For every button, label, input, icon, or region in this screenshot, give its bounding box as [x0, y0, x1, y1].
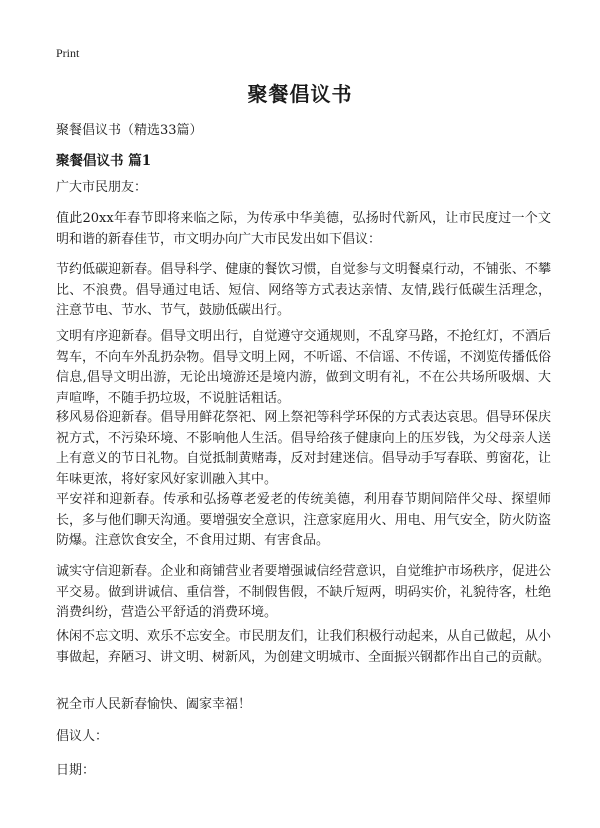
page-title: 聚餐倡议书	[247, 82, 353, 106]
section-heading: 聚餐倡议书 篇1	[56, 153, 152, 169]
print-link[interactable]: Print	[56, 46, 80, 60]
paragraph-low-carbon: 节约低碳迎新春。倡导科学、健康的餐饮习惯，自觉参与文明餐桌行动，不铺张、不攀比、不浪费。倡导通过电话、短信、网络等方式表达亲情、友情,践行低碳生活理念，注意节电、节水、节气，鼓励低碳出行。	[56, 262, 551, 318]
paragraph-civilized-order: 文明有序迎新春。倡导文明出行，自觉遵守交通规则，不乱穿马路，不抢红灯，不酒后驾车，不向车外乱扔杂物。倡导文明上网，不听谣、不信谣、不传谣，不浏览传播低俗信息,倡导文明出游，无论出境游还是境内游，做到文明有礼，不在公共场所吸烟、大声喧哗，不随手扔垃圾，不说脏话粗话。	[56, 329, 551, 406]
paragraph-call-to-action: 休闲不忘文明、欢乐不忘安全。市民朋友们，让我们积极行动起来，从自己做起，从小事做起，弃陋习、讲文明、树新风，为创建文明城市、全面振兴钢都作出自己的贡献。	[56, 629, 551, 665]
signatory-label: 倡议人：	[56, 729, 109, 744]
date-label: 日期：	[56, 763, 96, 778]
paragraph-safety: 平安祥和迎新春。传承和弘扬尊老爱老的传统美德，利用春节期间陪伴父母、探望师长，多与他们聊天沟通。要增强安全意识，注意家庭用火、用电、用气安全，防火防盗防爆。注意饮食安全，不食用过期、有害食品。	[56, 492, 551, 548]
document-subtitle: 聚餐倡议书（精选33篇）	[56, 123, 203, 138]
paragraph-customs: 移风易俗迎新春。倡导用鲜花祭祀、网上祭祀等科学环保的方式表达哀思。倡导环保庆祝方式，不污染环境、不影响他人生活。倡导给孩子健康向上的压岁钱，为父母亲人送上有意义的节日礼物。自觉抵制黄赌毒，反对封建迷信。倡导动手写春联、剪窗花，让年味更浓，将好家风好家训融入其中。	[56, 410, 551, 487]
greeting: 广大市民朋友：	[56, 180, 148, 195]
paragraph-integrity: 诚实守信迎新春。企业和商铺营业者要增强诚信经营意识，自觉维护市场秩序，促进公平交易。做到讲诚信、重信誉，不制假售假，不缺斤短两，明码实价，礼貌待客，杜绝消费纠纷，营造公平舒适的消费环境。	[56, 564, 551, 620]
closing-wish: 祝全市人民新春愉快、阖家幸福！	[56, 697, 252, 712]
paragraph-intro: 值此20xx年春节即将来临之际，为传承中华美德，弘扬时代新风，让市民度过一个文明和谐的新春佳节，市文明办向广大市民发出如下倡议：	[56, 211, 551, 247]
